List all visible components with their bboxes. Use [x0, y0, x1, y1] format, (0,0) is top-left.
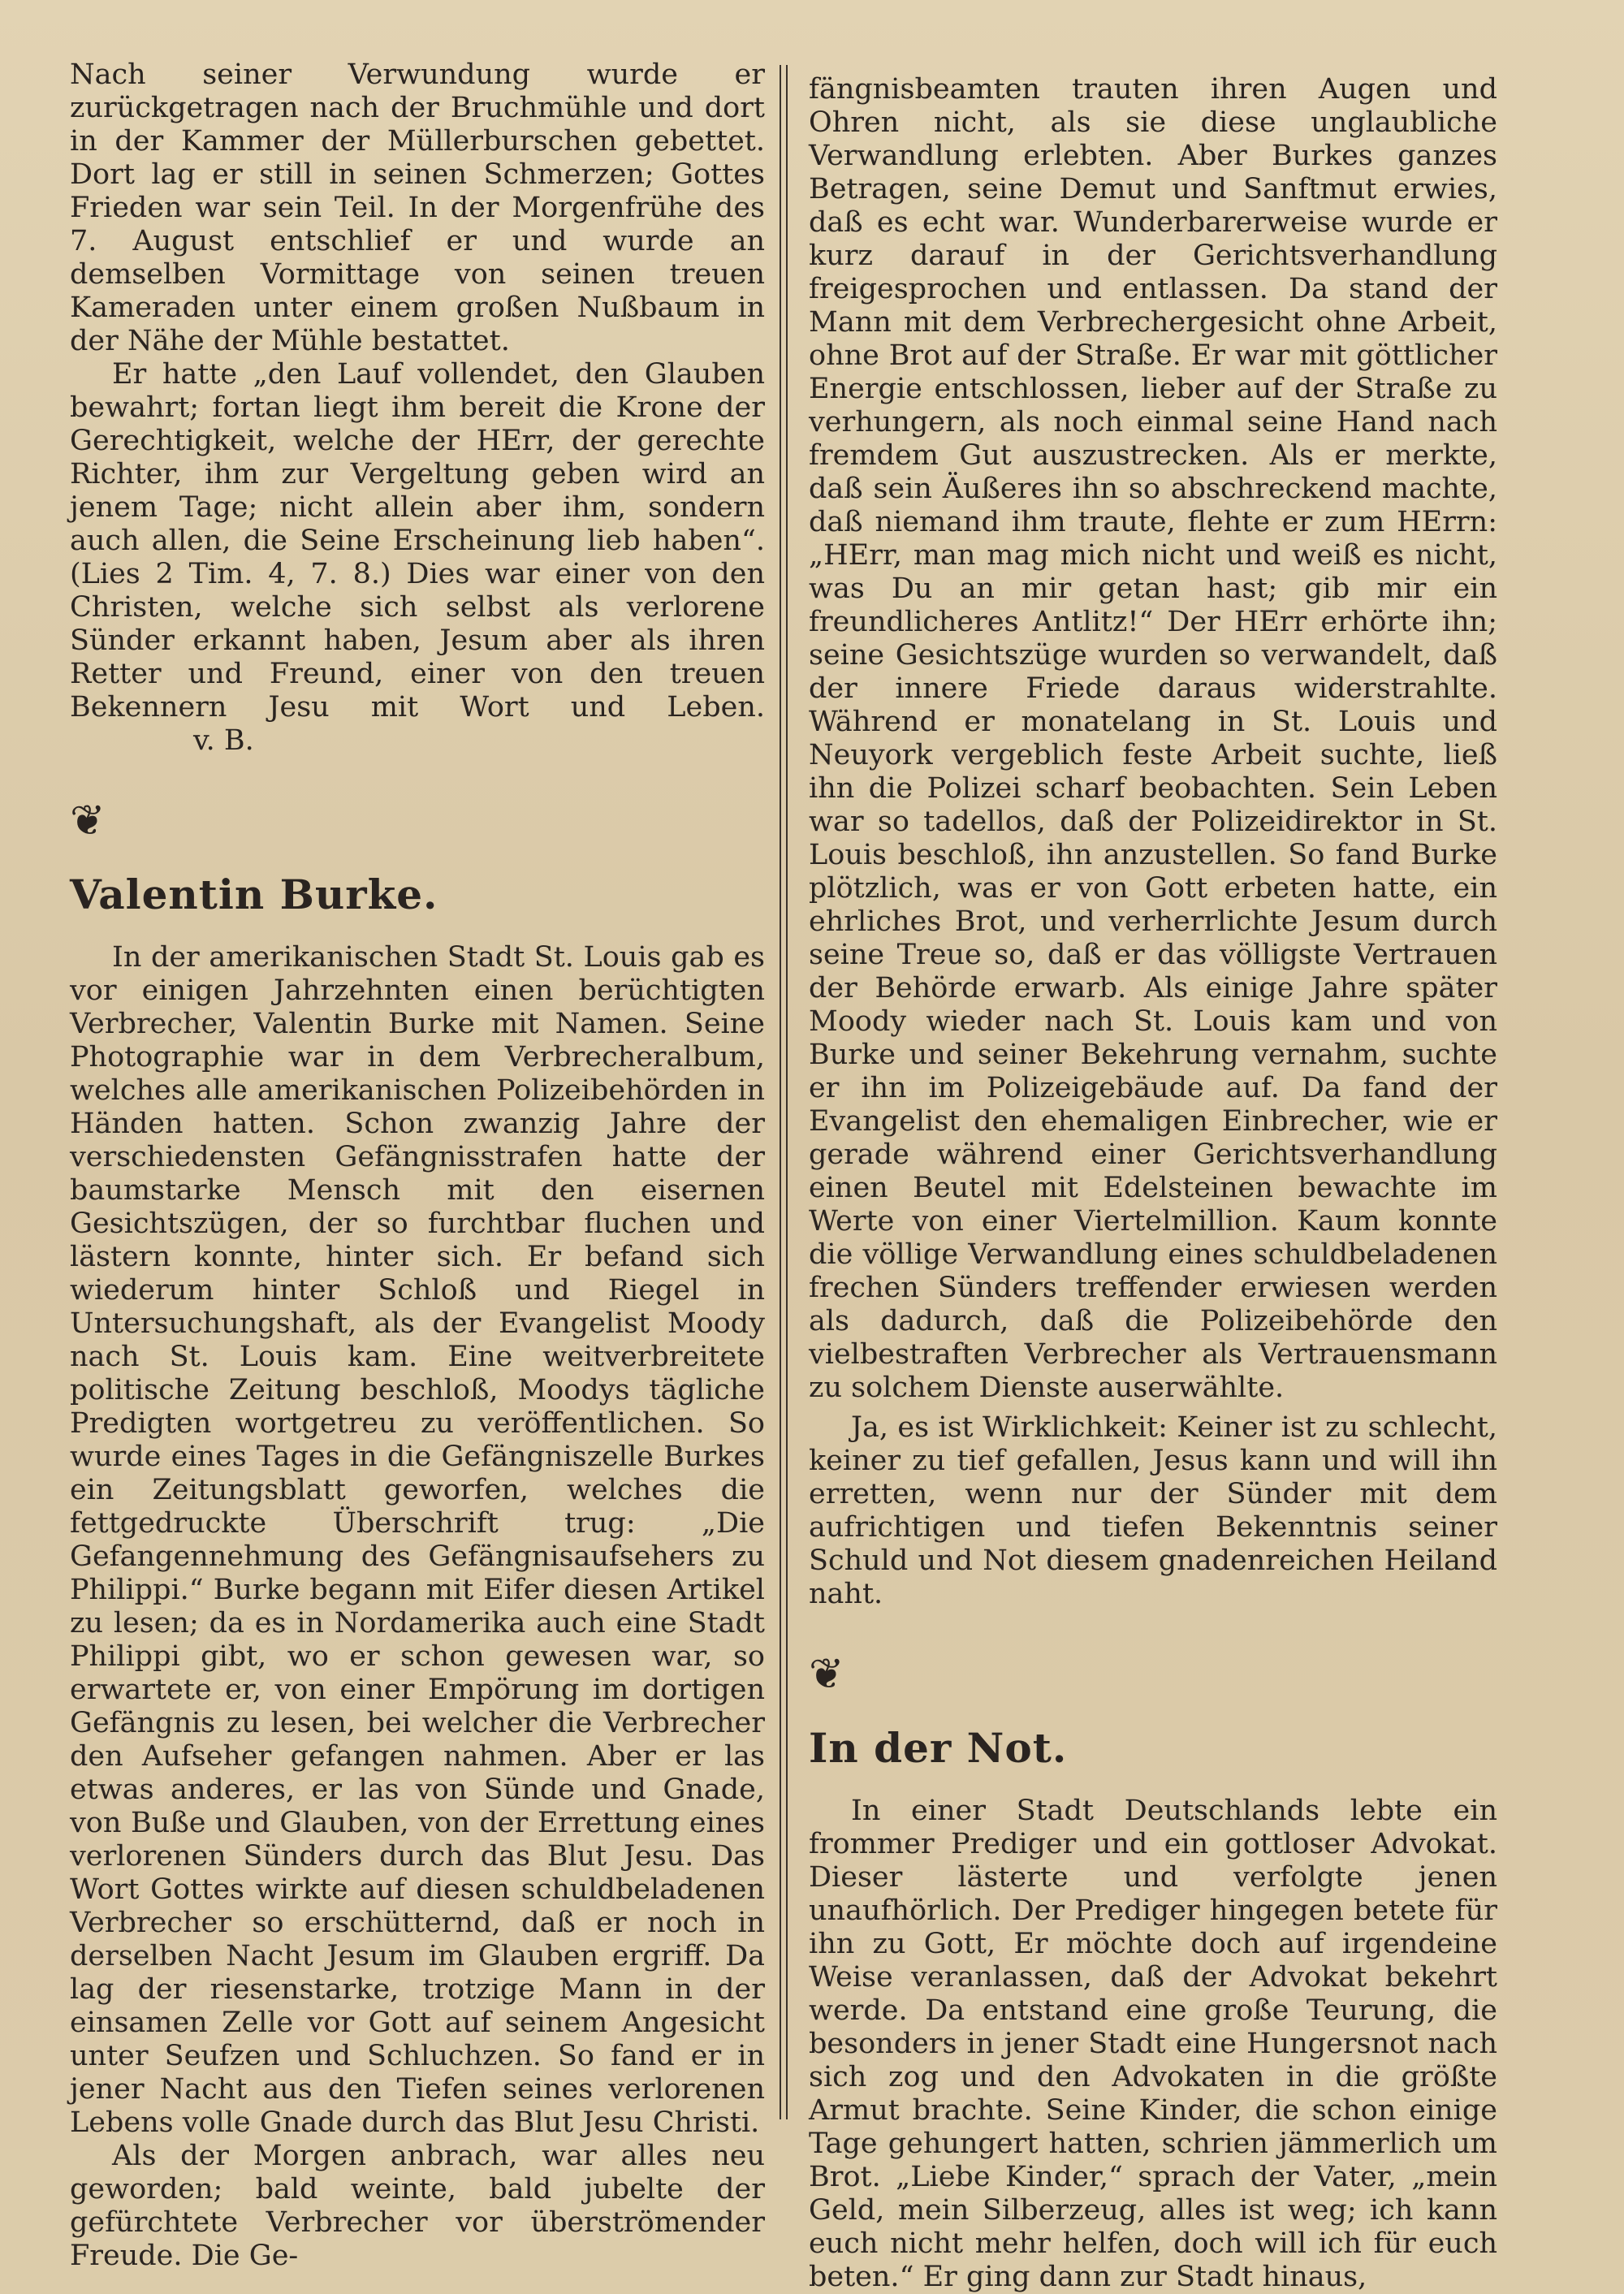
heading-in-der-not: In der Not. [809, 1724, 1068, 1772]
paragraph-stadt-deutschlands: In einer Stadt Deutschlands lebte ein frommer Prediger und ein gottloser Advokat. Dieser lästerte und verfolgte jenen unaufhörlich. Der Prediger hingegen betete für ihn zu Gott, Er möchte doch auf irgendeine Weise veranlassen, daß der Advokat bekehrt werde. Da entstand eine große Teurung, die besonders in jener Stadt eine Hungersnot nach sich zog und den Advokaten in die größte Armut brachte. Seine Kinder, die schon einige Tage gehungert hatten, schrien jämmerlich um Brot. „Liebe Kinder,“ sprach der Vater, „mein Geld, mein Silberzeug, alles ist weg; ich kann euch nicht mehr helfen, doch will ich für euch beten.“ Er ging dann zur Stadt hinaus, [809, 1795, 1497, 2293]
ornament-icon: ❦ [70, 797, 106, 845]
heading-valentin-burke: Valentin Burke. [70, 871, 438, 918]
paragraph-verwundung: Nach seiner Verwundung wurde er zurückgetragen nach der Bruchmühle und dort in der Kammer der Müllerburschen gebettet. Dort lag er still in seinen Schmerzen; Gottes Frieden war sein Teil. In der Morgenfrühe des 7. August entschlief er und wurde an demselben Vormittage von seinen treuen Kameraden unter einem großen Nußbaum in der Nähe der Mühle bestattet. [70, 58, 765, 357]
column-divider-right [786, 65, 788, 2119]
left-column [70, 58, 765, 2273]
paragraph-text: Er hatte „den Lauf vollendet, den Glauben bewahrt; fortan liegt ihm bereit die Krone der Gerechtigkeit, welche der HErr, der gerechte Richter, ihm zur Vergeltung geben wird an jenem Tage; nicht allein aber ihm, sondern auch allen, die Seine Erscheinung lieb haben“. (Lies 2 Tim. 4, 7. 8.) Dies war einer von den Christen, welche sich selbst als verlorene Sünder erkannt haben, Jesum aber als ihren Retter und Freund, einer von den treuen Bekennern Jesu mit Wort und Leben. [70, 358, 765, 724]
signature: v. B. [193, 724, 254, 757]
right-column [809, 73, 1497, 2294]
paragraph-wirklichkeit: Ja, es ist Wirklichkeit: Keiner ist zu schlecht, keiner zu tief gefallen, Jesus kann und will ihn erretten, wenn nur der Sünder mit dem aufrichtigen und tiefen Bekenntnis seiner Schuld und Not diesem gnadenreichen Heiland naht. [809, 1411, 1497, 1610]
column-divider-left [780, 65, 781, 2119]
ornament-icon: ❦ [809, 1650, 844, 1699]
paragraph-morgen: Als der Morgen anbrach, war alles neu geworden; bald weinte, bald jubelte der gefürchtete Verbrecher vor überströmender Freude. Die Ge- [70, 2140, 765, 2272]
paragraph-lauf-vollendet [70, 358, 765, 758]
paragraph-gefaengnisbeamten: fängnisbeamten trauten ihren Augen und Ohren nicht, als sie diese unglaubliche Verwandlung erlebten. Aber Burkes ganzes Betragen, seine Demut und Sanftmut erwies, daß es echt war. Wunderbarerweise wurde er kurz darauf in der Gerichtsverhandlung freigesprochen und entlassen. Da stand der Mann mit dem Verbrechergesicht ohne Arbeit, ohne Brot auf der Straße. Er war mit göttlicher Energie entschlossen, lieber auf der Straße zu verhungern, als noch einmal seine Hand nach fremdem Gut auszustrecken. Als er merkte, daß sein Äußeres ihn so abschreckend machte, daß niemand ihm traute, flehte er zum HErrn: „HErr, man mag mich nicht und weiß es nicht, was Du an mir getan hast; gib mir ein freundlicheres Antlitz!“ Der HErr erhörte ihn; seine Gesichtszüge wurden so verwandelt, daß der innere Friede daraus widerstrahlte. Während er monatelang in St. Louis und Neuyork vergeblich feste Arbeit suchte, ließ ihn die Polizei scharf beobachten. Sein Leben war so tadellos, daß der Polizeidirektor in St. Louis beschloß, ihn anzustellen. So fand Burke plötzlich, was er von Gott erbeten hatte, ein ehrliches Brot, und verherrlichte Jesum durch seine Treue so, daß er das völligste Vertrauen der Behörde erwarb. Als einige Jahre später Moody wieder nach St. Louis kam und von Burke und seiner Bekehrung vernahm, suchte er ihn im Polizeigebäude auf. Da fand der Evangelist den ehemaligen Einbrecher, wie er gerade während einer Gerichtsverhandlung einen Beutel mit Edelsteinen bewachte im Werte von einer Viertelmillion. Kaum konnte die völlige Verwandlung eines schuldbeladenen frechen Sünders treffender erwiesen werden als dadurch, daß die Polizeibehörde den vielbestraften Verbrecher als Vertrauensmann zu solchem Dienste auserwählte. [809, 73, 1497, 1404]
paragraph-st-louis: In der amerikanischen Stadt St. Louis gab es vor einigen Jahrzehnten einen berüchtigten Verbrecher, Valentin Burke mit Namen. Seine Photographie war in dem Verbrecheralbum, welches alle amerikanischen Polizeibehörden in Händen hatten. Schon zwanzig Jahre der verschiedensten Gefängnisstrafen hatte der baumstarke Mensch mit den eisernen Gesichtszügen, der so furchtbar fluchen und lästern konnte, hinter sich. Er befand sich wiederum hinter Schloß und Riegel in Untersuchungshaft, als der Evangelist Moody nach St. Louis kam. Eine weitverbreitete politische Zeitung beschloß, Moodys tägliche Predigten wortgetreu zu veröffentlichen. So wurde eines Tages in die Gefängniszelle Burkes ein Zeitungsblatt geworfen, welches die fettgedruckte Überschrift trug: „Die Gefangennehmung des Gefängnisaufsehers zu Philippi.“ Burke begann mit Eifer diesen Artikel zu lesen; da es in Nordamerika auch eine Stadt Philippi gibt, wo er schon gewesen war, so erwartete er, von einer Empörung im dortigen Gefängnis zu lesen, bei welcher die Verbrecher den Aufseher gefangen nahmen. Aber er las etwas anderes, er las von Sünde und Gnade, von Buße und Glauben, von der Errettung eines verlorenen Sünders durch das Blut Jesu. Das Wort Gottes wirkte auf diesen schuldbeladenen Verbrecher so erschütternd, daß er noch in derselben Nacht Jesum im Glauben ergriff. Da lag der riesenstarke, trotzige Mann in der einsamen Zelle vor Gott auf seinem Angesicht unter Seufzen und Schluchzen. So fand er in jener Nacht aus den Tiefen seines verlorenen Lebens volle Gnade durch das Blut Jesu Christi. [70, 941, 765, 2139]
